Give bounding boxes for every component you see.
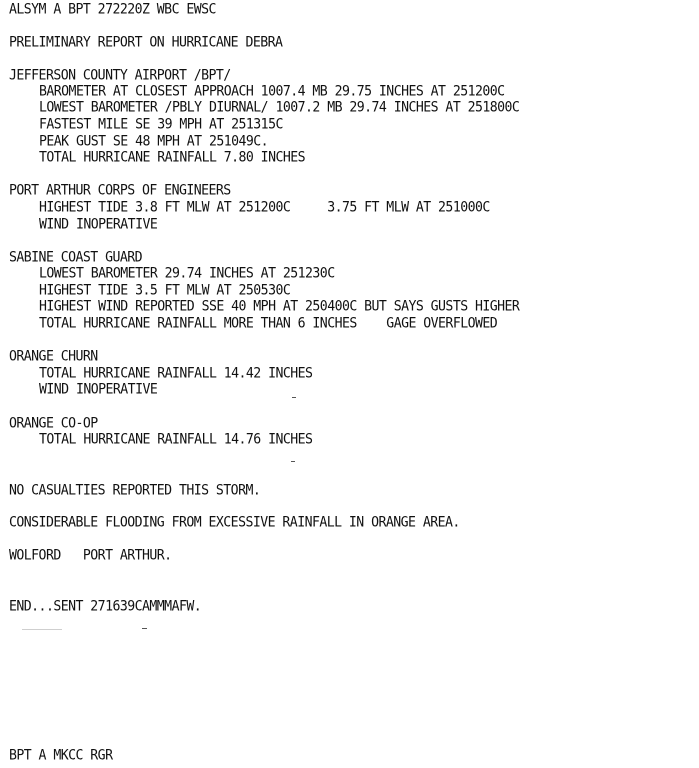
report-line: BAROMETER AT CLOSEST APPROACH 1007.4 MB 29.75 INCHES AT 251200C xyxy=(39,84,505,100)
report-line: TOTAL HURRICANE RAINFALL MORE THAN 6 INCHES GAGE OVERFLOWED xyxy=(39,316,498,332)
report-line: TOTAL HURRICANE RAINFALL 14.76 INCHES xyxy=(39,432,313,448)
paper-speck xyxy=(291,461,295,462)
station-name: SABINE COAST GUARD xyxy=(9,250,143,266)
paper-speck xyxy=(142,628,147,629)
paper-speck xyxy=(292,397,296,398)
station-name: ORANGE CO-OP xyxy=(9,416,98,432)
footer-line: BPT A MKCC RGR xyxy=(9,748,113,764)
report-line: FASTEST MILE SE 39 MPH AT 251315C xyxy=(39,117,283,133)
message-header: ALSYM A BPT 272220Z WBC EWSC xyxy=(9,2,216,18)
report-line: HIGHEST TIDE 3.5 FT MLW AT 250530C xyxy=(39,283,291,299)
report-line: TOTAL HURRICANE RAINFALL 14.42 INCHES xyxy=(39,366,313,382)
report-line: LOWEST BAROMETER /PBLY DIURNAL/ 1007.2 MB 29.74 INCHES AT 251800C xyxy=(39,100,520,116)
report-line: LOWEST BAROMETER 29.74 INCHES AT 251230C xyxy=(39,266,335,282)
report-line: WIND INOPERATIVE xyxy=(39,217,158,233)
station-name: PORT ARTHUR CORPS OF ENGINEERS xyxy=(9,183,231,199)
signature-line: WOLFORD PORT ARTHUR. xyxy=(9,548,172,564)
report-line: HIGHEST WIND REPORTED SSE 40 MPH AT 250400C BUT SAYS GUSTS HIGHER xyxy=(39,299,520,315)
report-line: TOTAL HURRICANE RAINFALL 7.80 INCHES xyxy=(39,150,306,166)
station-name: ORANGE CHURN xyxy=(9,349,98,365)
casualties-statement: NO CASUALTIES REPORTED THIS STORM. xyxy=(9,483,261,499)
report-title: PRELIMINARY REPORT ON HURRICANE DEBRA xyxy=(9,35,283,51)
station-name: JEFFERSON COUNTY AIRPORT /BPT/ xyxy=(9,68,231,84)
end-line: END...SENT 271639CAMMMAFW. xyxy=(9,599,202,615)
paper-speck xyxy=(22,629,62,630)
report-line: WIND INOPERATIVE xyxy=(39,382,158,398)
report-line: HIGHEST TIDE 3.8 FT MLW AT 251200C 3.75 FT MLW AT 251000C xyxy=(39,200,490,216)
report-line: PEAK GUST SE 48 MPH AT 251049C. xyxy=(39,134,269,150)
flooding-statement: CONSIDERABLE FLOODING FROM EXCESSIVE RAINFALL IN ORANGE AREA. xyxy=(9,515,460,531)
